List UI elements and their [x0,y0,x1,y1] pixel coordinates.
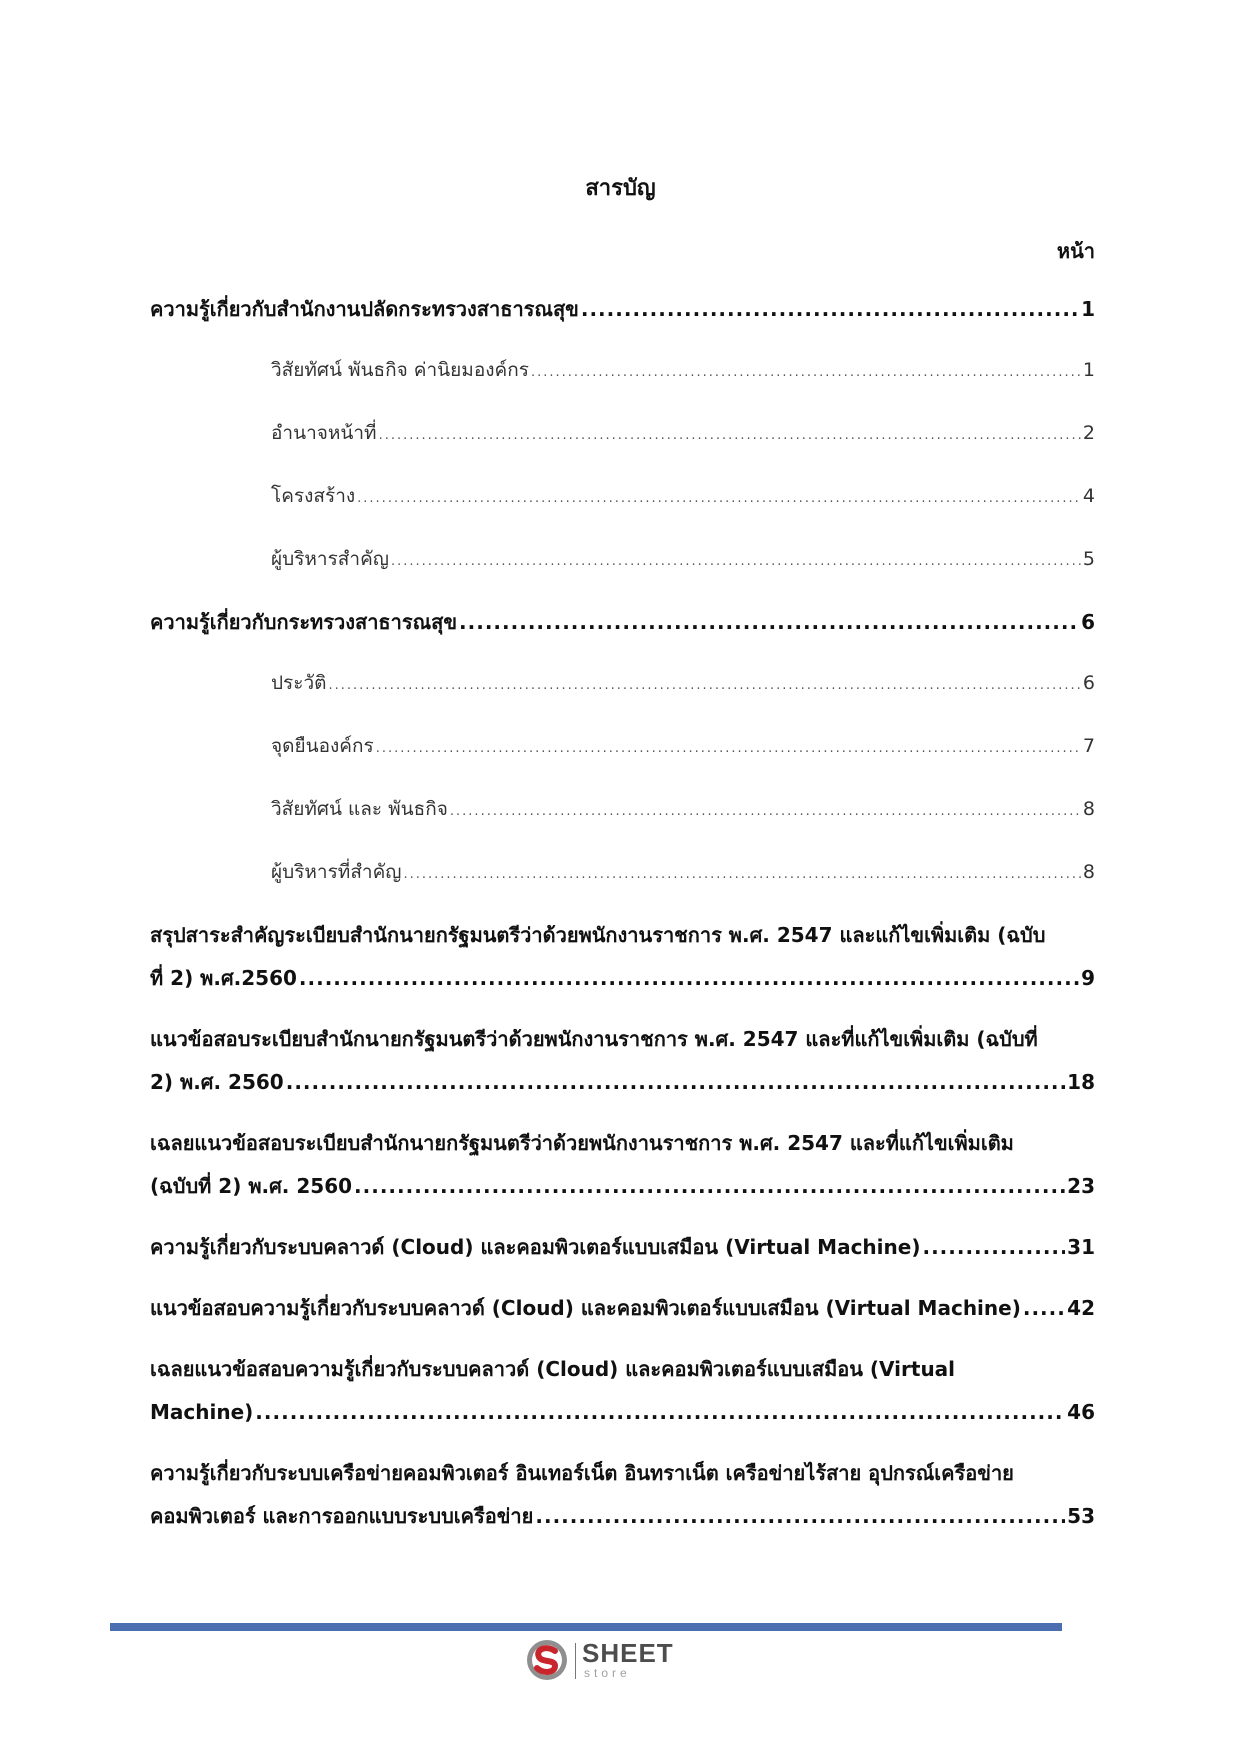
toc-entry-title: วิสัยทัศน์ พันธกิจ ค่านิยมองค์กร [271,359,529,381]
toc-entry-subsection [150,475,1095,520]
toc-entry-subsection [150,412,1095,457]
toc-dot-leader [328,664,1080,707]
toc-entry-title: เฉลยแนวข้อสอบความรู้เกี่ยวกับระบบคลาวด์ (Cloud) และคอมพิวเตอร์แบบเสมือน (Virtual [150,1357,956,1381]
toc-entry-title: แนวข้อสอบความรู้เกี่ยวกับระบบคลาวด์ (Cloud) และคอมพิวเตอร์แบบเสมือน (Virtual Machine) [150,1296,1021,1320]
toc-entry-line [150,1061,1095,1104]
toc-dot-leader [535,1495,1065,1538]
toc-entry-section [150,1452,1095,1538]
toc-page-number: 46 [1067,1400,1095,1424]
toc-entry-line [150,1018,1095,1061]
toc-entry-subsection [150,725,1095,770]
toc-entry-line [271,788,1095,833]
toc-page-number: 2 [1082,422,1095,444]
sheet-store-s-logo-icon [525,1638,569,1682]
toc-entry-line [150,957,1095,1000]
toc-entry-section [150,1122,1095,1208]
toc-dot-leader [376,727,1081,770]
toc-entry-section [150,914,1095,1000]
toc-entry-line [150,1495,1095,1538]
toc-entry-title: 2) พ.ศ. 2560 [150,1070,284,1094]
toc-entry-subsection [150,851,1095,896]
toc-entry-line [150,1391,1095,1434]
toc-entry-title: แนวข้อสอบระเบียบสำนักนายกรัฐมนตรีว่าด้วยพนักงานราชการ พ.ศ. 2547 และที่แก้ไขเพิ่มเติม (ฉบับที่ [150,1027,1038,1051]
toc-entry-title: คอมพิวเตอร์ และการออกแบบระบบเครือข่าย [150,1504,534,1528]
toc-entry-section [150,1287,1095,1330]
toc-entry-subsection [150,349,1095,394]
toc-entry-section [150,601,1095,644]
logo-subtext: store [584,1666,631,1680]
toc-entry-title: สรุปสาระสำคัญระเบียบสำนักนายกรัฐมนตรีว่าด้วยพนักงานราชการ พ.ศ. 2547 และแก้ไขเพิ่มเติม (ฉบับ [150,923,1046,947]
toc-entry-title: อำนาจหน้าที่ [271,422,377,444]
toc-dot-leader [581,288,1079,331]
toc-entry-section [150,1018,1095,1104]
toc-entry-title: จุดยืนองค์กร [271,735,374,757]
toc-dot-leader [286,1061,1065,1104]
toc-page-number: 53 [1067,1504,1095,1528]
toc-page-number: 8 [1082,798,1095,820]
toc-entry-title: ประวัติ [271,672,327,694]
toc-entry-line [271,538,1095,583]
footer-logo [525,1638,685,1686]
toc-entry-title: ที่ 2) พ.ศ.2560 [150,966,297,990]
toc-entry-line [271,851,1095,896]
toc-entry-line [150,914,1095,957]
toc-page-number: 18 [1067,1070,1095,1094]
toc-page-number: 42 [1067,1296,1095,1320]
toc-entry-line [150,1122,1095,1165]
toc-entry-subsection [150,662,1095,707]
toc-entry-title: วิสัยทัศน์ และ พันธกิจ [271,798,448,820]
toc-dot-leader [357,477,1081,520]
toc-dot-leader [299,957,1079,1000]
toc-entry-line [150,1226,1095,1269]
toc-page-number: 8 [1082,861,1095,883]
toc-dot-leader [531,351,1081,394]
toc-entry-line [150,601,1095,644]
toc-page-number: 6 [1082,672,1095,694]
toc-entry-section [150,288,1095,331]
toc-entry-subsection [150,788,1095,833]
toc-page-number: 31 [1067,1235,1095,1259]
toc-dot-leader [404,853,1081,896]
toc-entry-title: (ฉบับที่ 2) พ.ศ. 2560 [150,1174,353,1198]
toc-entry-line [150,1165,1095,1208]
toc-dot-leader [255,1391,1065,1434]
toc-entry-line [271,662,1095,707]
toc-dot-leader [450,790,1081,833]
toc-entry-title: ความรู้เกี่ยวกับระบบเครือข่ายคอมพิวเตอร์ อินเทอร์เน็ต อินทราเน็ต เครือข่ายไร้สาย อุปกรณ์เครือข่าย [150,1461,1014,1485]
toc-entry-title: ผู้บริหารที่สำคัญ [271,861,402,883]
toc-page-number: 1 [1081,297,1095,321]
toc-dot-leader [391,540,1081,583]
toc-entry-subsection [150,538,1095,583]
toc-entry-title: ความรู้เกี่ยวกับสำนักงานปลัดกระทรวงสาธารณสุข [150,297,579,321]
toc-entry-line [271,475,1095,520]
toc-entry-title: ความรู้เกี่ยวกับกระทรวงสาธารณสุข [150,610,458,634]
toc-entry-section [150,1348,1095,1434]
toc-dot-leader [459,601,1079,644]
toc-page-number: 9 [1081,966,1095,990]
toc-dot-leader [1023,1287,1065,1330]
toc-page-number: 23 [1067,1174,1095,1198]
logo-wordmark: SHEET [582,1638,674,1668]
toc-page-number: 4 [1082,485,1095,507]
toc-entry-title: โครงสร้าง [271,485,356,507]
footer-rule [110,1623,1062,1631]
toc-page-number: 5 [1082,548,1095,570]
toc-entry-line [271,349,1095,394]
toc-page-number: 1 [1082,359,1095,381]
toc-entry-line [271,412,1095,457]
toc-entry-title: Machine) [150,1400,254,1424]
table-of-contents [150,288,1095,1538]
toc-dot-leader [922,1226,1065,1269]
toc-entry-line [271,725,1095,770]
logo-divider [575,1643,576,1679]
toc-entry-line [150,288,1095,331]
toc-dot-leader [379,414,1081,457]
toc-entry-title: ความรู้เกี่ยวกับระบบคลาวด์ (Cloud) และคอมพิวเตอร์แบบเสมือน (Virtual Machine) [150,1235,921,1259]
toc-entry-line [150,1287,1095,1330]
page-column-label: หน้า [1056,239,1095,263]
page-title: สารบัญ [585,176,656,201]
toc-entry-title: เฉลยแนวข้อสอบระเบียบสำนักนายกรัฐมนตรีว่าด้วยพนักงานราชการ พ.ศ. 2547 และที่แก้ไขเพิ่มเติม [150,1131,1014,1155]
toc-entry-line [150,1452,1095,1495]
toc-page-number: 7 [1082,735,1095,757]
toc-entry-line [150,1348,1095,1391]
toc-entry-section [150,1226,1095,1269]
toc-entry-title: ผู้บริหารสำคัญ [271,548,389,570]
toc-page-number: 6 [1081,610,1095,634]
toc-dot-leader [354,1165,1065,1208]
